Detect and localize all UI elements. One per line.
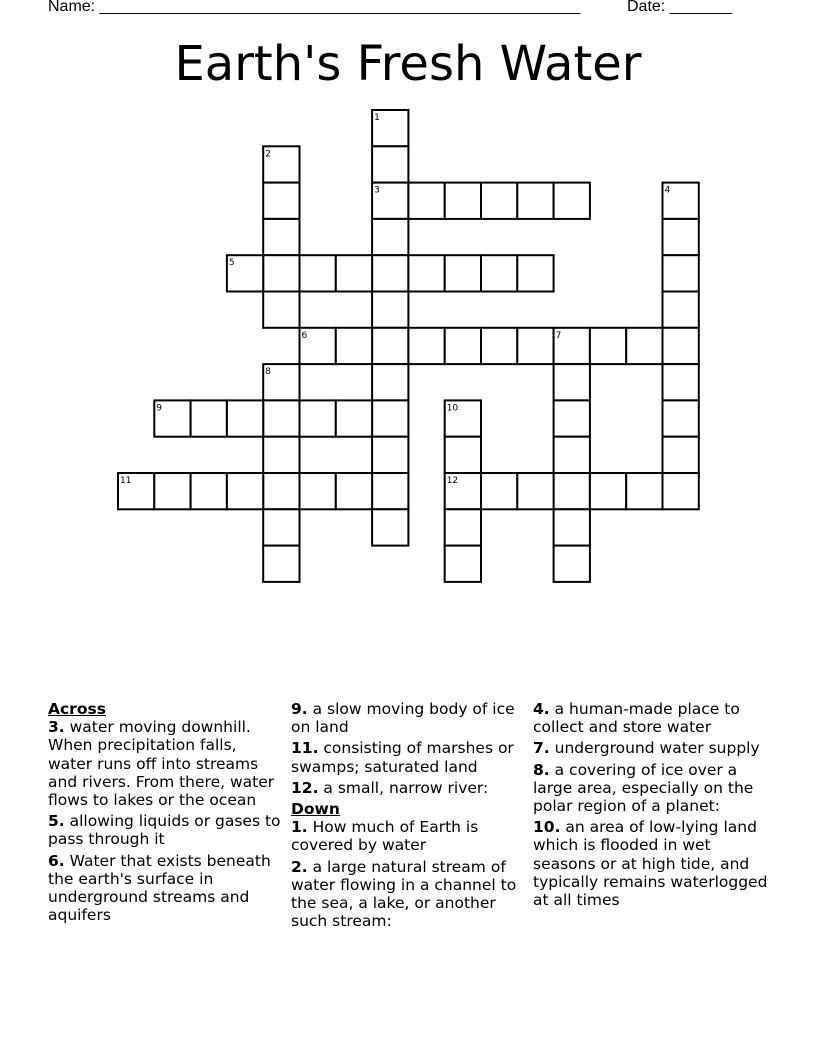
page-title: Earth's Fresh Water <box>174 36 642 92</box>
grid-cell[interactable] <box>263 509 299 545</box>
clue-text: a covering of ice over a large area, especially on the polar region of a planet: <box>533 760 754 816</box>
grid-cell[interactable] <box>517 328 553 364</box>
cell-number: 7 <box>555 330 562 341</box>
grid-cell[interactable] <box>408 183 444 219</box>
grid-cell[interactable] <box>663 292 699 328</box>
cell-number: 1 <box>374 113 380 123</box>
grid-cell[interactable] <box>481 255 517 291</box>
cell-number: 11 <box>120 476 132 486</box>
grid-cell[interactable] <box>445 509 481 545</box>
clues-column-2 <box>291 700 527 933</box>
clue-number: 4. <box>533 700 550 718</box>
grid-cell[interactable] <box>336 400 372 436</box>
clue-number: 2. <box>291 857 308 876</box>
grid-cell[interactable] <box>263 292 299 328</box>
clue-text: a slow moving body of ice on land <box>291 700 515 737</box>
clue-text: water moving downhill. When precipitation falls, water runs off into streams and rivers. From there, water flows to lakes or the ocean <box>48 718 275 810</box>
grid-cell[interactable] <box>554 400 590 436</box>
grid-cell[interactable] <box>445 255 481 291</box>
clue-text: a human-made place to collect and store water <box>533 700 740 737</box>
clue-down-7 <box>533 739 769 757</box>
clue-text: a large natural stream of water flowing in a channel to the sea, a lake, or another such stream: <box>291 857 517 931</box>
grid-cell[interactable] <box>554 437 590 473</box>
clue-number: 8. <box>533 760 550 779</box>
clue-text: underground water supply <box>554 739 760 758</box>
cell-number: 12 <box>446 476 459 486</box>
grid-cell[interactable] <box>336 255 372 291</box>
grid-cell[interactable] <box>408 255 444 291</box>
clue-number: 7. <box>533 739 550 758</box>
name-field-label: Name: ______________________________________________________ <box>48 0 581 15</box>
clue-number: 1. <box>291 818 308 837</box>
grid-cell[interactable] <box>372 473 408 509</box>
grid-cell[interactable] <box>663 400 699 436</box>
grid-cell[interactable] <box>663 255 699 291</box>
grid-cell[interactable] <box>372 219 408 255</box>
clues-column-3 <box>533 700 769 912</box>
grid-cell[interactable] <box>300 400 336 436</box>
grid-cell[interactable] <box>590 328 626 364</box>
clue-text: a small, narrow river: <box>323 778 489 797</box>
down-heading: Down <box>291 800 340 819</box>
clue-across-5 <box>48 812 284 848</box>
clue-number: 5. <box>48 812 65 831</box>
grid-cell[interactable] <box>445 546 481 582</box>
grid-cell[interactable] <box>263 546 299 582</box>
clue-down-8 <box>533 761 769 816</box>
grid-cell[interactable] <box>300 255 336 291</box>
clue-across-12 <box>291 779 527 797</box>
clues-column-1 <box>48 700 284 927</box>
grid-cell[interactable] <box>372 292 408 328</box>
grid-cell[interactable] <box>372 364 408 400</box>
clue-down-1 <box>291 818 527 854</box>
across-heading: Across <box>48 700 106 718</box>
grid-cell[interactable] <box>663 328 699 364</box>
clue-text: an area of low-lying land which is flooded in wet seasons or at high tide, and typically remains waterlogged at all times <box>533 818 768 910</box>
grid-cell[interactable] <box>300 473 336 509</box>
grid-cell[interactable] <box>626 328 662 364</box>
grid-cell[interactable] <box>372 400 408 436</box>
cell-number: 9 <box>156 403 163 414</box>
grid-cell[interactable] <box>191 400 227 436</box>
grid-cell[interactable] <box>481 473 517 509</box>
clue-text: Water that exists beneath the earth's surface in underground streams and aquifers <box>48 851 271 925</box>
grid-cell[interactable] <box>590 473 626 509</box>
grid-cell[interactable] <box>554 509 590 545</box>
clue-number: 6. <box>48 851 65 870</box>
clue-number: 10. <box>533 818 561 837</box>
grid-cell[interactable] <box>445 328 481 364</box>
cell-number: 2 <box>265 149 271 160</box>
grid-cell[interactable] <box>372 437 408 473</box>
cell-number: 3 <box>374 185 380 196</box>
clue-down-10 <box>533 818 769 909</box>
grid-cell[interactable] <box>372 146 408 182</box>
grid-cell[interactable] <box>481 183 517 219</box>
clue-down-2 <box>291 858 527 931</box>
grid-cell[interactable] <box>481 328 517 364</box>
clue-down-4 <box>533 700 769 736</box>
grid-cell[interactable] <box>336 328 372 364</box>
clue-text: consisting of marshes or swamps; saturated land <box>291 739 514 776</box>
grid-cell[interactable] <box>554 473 590 509</box>
grid-cell[interactable] <box>372 328 408 364</box>
grid-cell[interactable] <box>263 473 299 509</box>
grid-cell[interactable] <box>517 183 553 219</box>
grid-cell[interactable] <box>263 437 299 473</box>
grid-cell[interactable] <box>554 546 590 582</box>
grid-cell[interactable] <box>227 473 263 509</box>
grid-cell[interactable] <box>372 509 408 545</box>
grid-cell[interactable] <box>372 255 408 291</box>
clue-across-9 <box>291 700 527 736</box>
grid-cell[interactable] <box>263 219 299 255</box>
grid-cell[interactable] <box>191 473 227 509</box>
grid-cell[interactable] <box>663 364 699 400</box>
grid-cell[interactable] <box>263 183 299 219</box>
grid-cell[interactable] <box>626 473 662 509</box>
grid-cell[interactable] <box>445 437 481 473</box>
clue-number: 9. <box>291 700 308 718</box>
clue-across-6 <box>48 852 284 925</box>
grid-cell[interactable] <box>517 255 553 291</box>
grid-cell[interactable] <box>663 219 699 255</box>
grid-cell[interactable] <box>554 183 590 219</box>
grid-cell[interactable] <box>263 255 299 291</box>
grid-cell[interactable] <box>336 473 372 509</box>
cell-number: 4 <box>664 185 671 196</box>
cell-number: 5 <box>228 258 235 269</box>
grid-cell[interactable] <box>517 473 553 509</box>
grid-cell[interactable] <box>663 473 699 509</box>
clue-across-3 <box>48 718 284 809</box>
grid-cell[interactable] <box>154 473 190 509</box>
clue-across-11 <box>291 739 527 775</box>
grid-cell[interactable] <box>554 364 590 400</box>
clue-text: How much of Earth is covered by water <box>291 818 479 855</box>
clue-number: 3. <box>48 718 65 737</box>
cell-number: 6 <box>301 330 308 341</box>
grid-cell[interactable] <box>263 400 299 436</box>
cell-number: 10 <box>446 403 459 414</box>
date-field-label: Date: _______ <box>627 0 732 15</box>
grid-cell[interactable] <box>227 400 263 436</box>
grid-cell[interactable] <box>408 328 444 364</box>
grid-cell[interactable] <box>663 437 699 473</box>
clue-number: 11. <box>291 739 319 758</box>
clue-text: allowing liquids or gases to pass through it <box>48 812 281 849</box>
cell-number: 8 <box>265 367 271 378</box>
clue-number: 12. <box>291 778 319 797</box>
grid-cell[interactable] <box>445 183 481 219</box>
